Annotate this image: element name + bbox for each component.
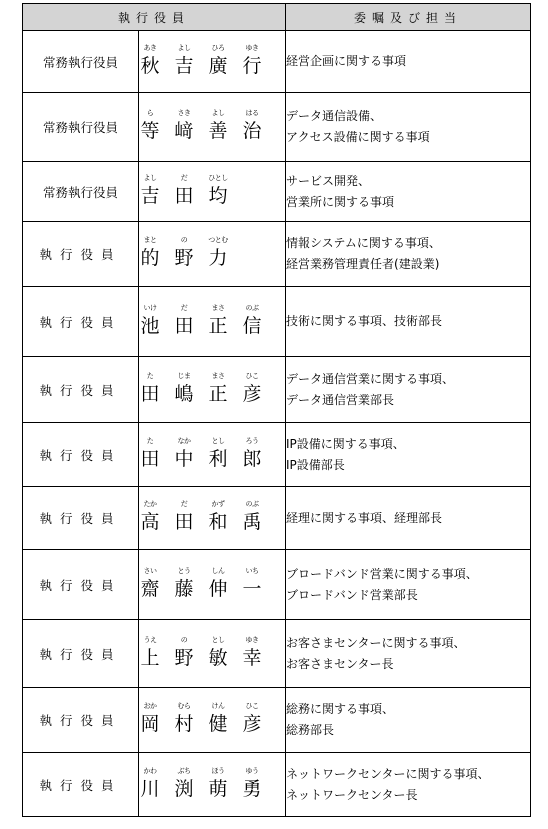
furigana: はる	[245, 109, 259, 117]
officer-duty	[286, 688, 531, 753]
kanji: 和	[208, 511, 228, 533]
officer-title: 執行役員	[23, 753, 139, 817]
kanji: 藤	[174, 577, 194, 600]
officer-duty	[286, 487, 531, 550]
name-characters	[139, 435, 285, 475]
table-row	[23, 93, 531, 162]
duty-line: ブロードバンド営業部長	[286, 587, 418, 602]
table-row	[23, 222, 531, 287]
name-character	[139, 435, 161, 475]
name-character	[173, 700, 195, 740]
kanji: 池	[140, 314, 160, 337]
kanji: 勇	[242, 777, 262, 800]
kanji: 田	[140, 447, 160, 470]
officer-title: 執行役員	[23, 222, 139, 287]
name-character	[139, 370, 161, 410]
kanji: 等	[140, 120, 160, 142]
officer-title: 執行役員	[23, 487, 139, 550]
furigana: じま	[177, 371, 191, 380]
table-row	[23, 753, 531, 817]
name-character	[173, 107, 195, 147]
table-row	[23, 31, 531, 93]
furigana: とう	[177, 566, 191, 575]
kanji: 嶋	[174, 382, 194, 405]
officer-duty	[286, 357, 531, 423]
name-character	[207, 302, 229, 342]
kanji: 禹	[242, 511, 262, 533]
kanji: 彦	[242, 382, 262, 405]
name-character	[139, 498, 161, 538]
name-character	[173, 634, 195, 674]
officers-table	[22, 3, 531, 817]
kanji: 彦	[242, 713, 262, 735]
duty-line: アクセス設備に関する事項	[286, 130, 430, 144]
kanji: 中	[174, 447, 194, 470]
furigana: ゆう	[245, 766, 259, 775]
name-characters	[139, 172, 285, 212]
furigana: しん	[211, 566, 225, 575]
name-character	[207, 565, 229, 605]
name-characters	[139, 107, 285, 147]
officer-title: 常務執行役員	[23, 93, 139, 162]
furigana: とし	[211, 635, 225, 644]
furigana: ひこ	[245, 371, 259, 380]
name-characters	[139, 700, 285, 740]
name-characters	[139, 634, 285, 674]
name-characters	[139, 765, 285, 805]
name-character	[139, 234, 161, 274]
name-characters	[139, 42, 285, 82]
kanji: 渕	[174, 777, 194, 800]
furigana: いち	[245, 566, 259, 575]
name-character	[139, 765, 161, 805]
officer-duty	[286, 423, 531, 487]
name-character	[207, 634, 229, 674]
officer-title: 執行役員	[23, 423, 139, 487]
table-row	[23, 688, 531, 753]
furigana: よし	[211, 109, 225, 117]
kanji: 伸	[208, 577, 228, 600]
officer-name	[139, 222, 286, 287]
name-character	[139, 302, 161, 342]
furigana: ろう	[245, 436, 259, 445]
furigana: の	[180, 236, 188, 244]
furigana: のぶ	[245, 303, 259, 312]
officer-name	[139, 31, 286, 93]
kanji: 高	[140, 511, 160, 533]
officer-name	[139, 93, 286, 162]
officer-duty	[286, 222, 531, 287]
name-character	[207, 42, 229, 82]
furigana: ひこ	[245, 702, 259, 710]
furigana: だ	[180, 500, 188, 508]
officer-name	[139, 423, 286, 487]
furigana: た	[146, 436, 154, 445]
officer-name	[139, 162, 286, 222]
kanji: 萌	[208, 777, 228, 800]
duty-line: 総務に関する事項、	[286, 702, 395, 716]
officer-name	[139, 753, 286, 817]
name-character	[241, 435, 263, 475]
duty-line: お客さまセンター長	[286, 656, 394, 671]
kanji: 利	[208, 447, 228, 470]
kanji: 信	[242, 314, 262, 337]
furigana: あき	[143, 43, 157, 52]
kanji: 岡	[140, 713, 160, 735]
furigana: だ	[180, 173, 188, 182]
name-character	[173, 172, 195, 212]
furigana: かず	[211, 500, 225, 508]
duty-line: ブロードバンド営業に関する事項、	[286, 566, 478, 581]
duty-line: 経営企画に関する事項	[286, 54, 407, 68]
kanji: 吉	[140, 184, 160, 207]
name-characters	[139, 498, 285, 538]
furigana: たか	[143, 500, 157, 508]
kanji: 川	[140, 777, 160, 800]
furigana: た	[146, 371, 154, 380]
kanji: 野	[174, 247, 194, 269]
kanji: 秋	[140, 54, 160, 77]
kanji: 善	[208, 120, 228, 142]
furigana: ひとし	[208, 173, 228, 182]
duty-line: IP設備部長	[286, 457, 345, 472]
kanji: 田	[174, 184, 194, 207]
name-character	[207, 700, 229, 740]
duty-line: 経営業務管理責任者(建設業)	[286, 257, 440, 271]
kanji: 敏	[208, 646, 228, 669]
name-character	[173, 302, 195, 342]
furigana: ゆき	[245, 635, 259, 644]
duty-line: 情報システムに関する事項、	[286, 236, 441, 250]
officer-title: 執行役員	[23, 550, 139, 620]
officers-body	[23, 31, 531, 817]
furigana: の	[180, 635, 188, 644]
kanji: 上	[140, 646, 160, 669]
furigana: かわ	[143, 766, 157, 775]
kanji: 﨑	[174, 120, 194, 142]
name-character	[207, 107, 229, 147]
kanji: 行	[242, 54, 262, 77]
officer-duty	[286, 162, 531, 222]
name-character	[207, 498, 229, 538]
duty-line: IP設備に関する事項、	[286, 436, 405, 451]
officer-name	[139, 620, 286, 688]
name-character	[207, 370, 229, 410]
kanji: 力	[208, 247, 228, 269]
name-character	[139, 42, 161, 82]
name-character	[241, 42, 263, 82]
officer-name	[139, 357, 286, 423]
table-row	[23, 287, 531, 357]
officer-duty	[286, 287, 531, 357]
duty-line: ネットワークセンター長	[286, 787, 418, 802]
name-character	[139, 634, 161, 674]
officer-title: 執行役員	[23, 287, 139, 357]
furigana: いけ	[143, 303, 157, 312]
kanji: 田	[174, 314, 194, 337]
furigana: まさ	[211, 303, 225, 312]
officer-name	[139, 688, 286, 753]
furigana: ゆき	[245, 43, 259, 52]
name-character	[173, 435, 195, 475]
officer-title: 執行役員	[23, 620, 139, 688]
officer-name	[139, 287, 286, 357]
kanji: 田	[140, 382, 160, 405]
kanji: 幸	[242, 646, 262, 669]
name-character	[173, 234, 195, 274]
furigana: まと	[143, 236, 157, 244]
kanji: 吉	[174, 54, 194, 77]
name-character	[241, 700, 263, 740]
furigana: さい	[143, 566, 157, 575]
kanji: 田	[174, 511, 194, 533]
kanji: 正	[208, 382, 228, 405]
name-character	[173, 42, 195, 82]
officer-title: 執行役員	[23, 688, 139, 753]
table-row	[23, 550, 531, 620]
furigana: よし	[143, 173, 157, 182]
kanji: 治	[242, 120, 262, 142]
furigana: だ	[180, 303, 188, 312]
duty-line: 総務部長	[286, 723, 335, 737]
header-officer: 執行役員	[23, 4, 286, 31]
furigana: さき	[177, 109, 191, 117]
furigana: よし	[177, 43, 191, 52]
name-character	[241, 634, 263, 674]
duty-line: 営業所に関する事項	[286, 194, 395, 209]
kanji: 一	[242, 577, 262, 600]
officer-duty	[286, 753, 531, 817]
kanji: 村	[174, 713, 194, 735]
furigana: けん	[211, 702, 225, 710]
furigana: なか	[177, 436, 191, 445]
furigana: とし	[211, 436, 225, 445]
name-character	[241, 302, 263, 342]
furigana: ひろ	[211, 43, 225, 52]
furigana: のぶ	[245, 500, 259, 508]
kanji: 健	[208, 713, 228, 735]
kanji: 郎	[242, 447, 262, 470]
kanji: 野	[174, 646, 194, 669]
name-characters	[139, 234, 285, 274]
name-character	[139, 565, 161, 605]
duty-line: 技術に関する事項、技術部長	[286, 314, 443, 328]
name-character	[139, 107, 161, 147]
name-characters	[139, 565, 285, 605]
furigana: おか	[143, 702, 157, 710]
officer-duty	[286, 31, 531, 93]
name-character	[139, 172, 161, 212]
kanji: 齋	[140, 577, 160, 600]
name-character	[173, 565, 195, 605]
name-character	[241, 107, 263, 147]
name-character	[241, 498, 263, 538]
kanji: 均	[208, 184, 228, 207]
kanji: 正	[208, 314, 228, 337]
name-character	[173, 765, 195, 805]
furigana: うえ	[143, 635, 157, 644]
officer-duty	[286, 550, 531, 620]
name-character	[207, 172, 229, 212]
furigana: ほう	[211, 766, 225, 775]
name-character	[207, 435, 229, 475]
kanji: 的	[140, 247, 160, 269]
duty-line: データ通信営業部長	[286, 392, 395, 407]
name-characters	[139, 370, 285, 410]
duty-line: サービス開発、	[286, 173, 371, 188]
name-character	[139, 700, 161, 740]
officer-duty	[286, 93, 531, 162]
furigana: ぶち	[177, 766, 191, 775]
officer-name	[139, 487, 286, 550]
name-characters	[139, 302, 285, 342]
officer-duty	[286, 620, 531, 688]
name-character	[241, 370, 263, 410]
table-row	[23, 620, 531, 688]
kanji: 廣	[208, 54, 228, 77]
officer-title: 執行役員	[23, 357, 139, 423]
name-character	[241, 765, 263, 805]
duty-line: データ通信営業に関する事項、	[286, 371, 455, 386]
furigana: つとむ	[208, 236, 228, 244]
furigana: むら	[177, 702, 191, 710]
duty-line: お客さまセンターに関する事項、	[286, 635, 466, 650]
officer-title: 常務執行役員	[23, 162, 139, 222]
duty-line: データ通信設備、	[286, 109, 383, 123]
name-character	[207, 234, 229, 274]
header-duty: 委嘱及び担当	[286, 4, 531, 31]
name-character	[173, 498, 195, 538]
furigana: まさ	[211, 371, 225, 380]
duty-line: 経理に関する事項、経理部長	[286, 510, 443, 525]
duty-line: ネットワークセンターに関する事項、	[286, 766, 490, 781]
name-character	[207, 765, 229, 805]
name-character	[241, 565, 263, 605]
officer-name	[139, 550, 286, 620]
officer-title: 常務執行役員	[23, 31, 139, 93]
table-row	[23, 162, 531, 222]
table-row	[23, 487, 531, 550]
table-row	[23, 357, 531, 423]
table-row	[23, 423, 531, 487]
name-character	[173, 370, 195, 410]
header-row	[23, 4, 531, 31]
furigana: ら	[146, 109, 154, 117]
